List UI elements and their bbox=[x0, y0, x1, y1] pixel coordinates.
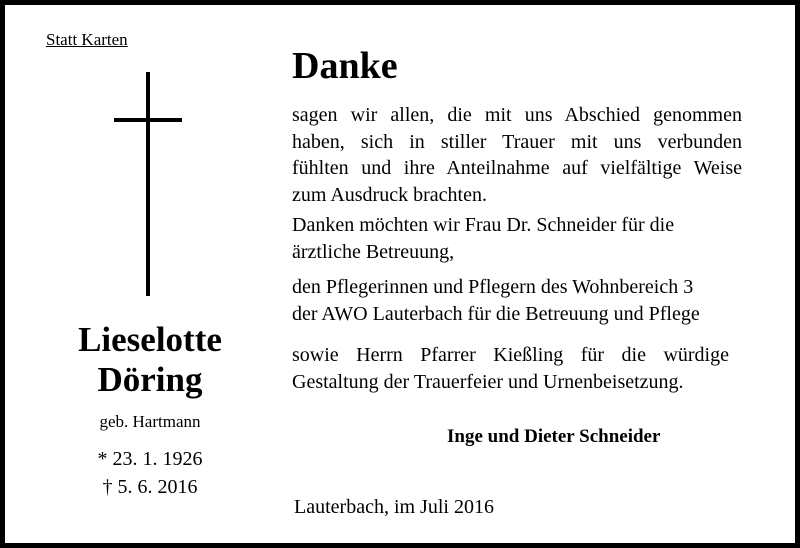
death-date: † 5. 6. 2016 bbox=[102, 476, 198, 498]
text-line: sagen wir allen, die mit uns Abschied genommen bbox=[292, 104, 742, 126]
deceased-first-name: Lieselotte bbox=[78, 320, 222, 359]
text-line: haben, sich in stiller Trauer mit uns verbunden bbox=[292, 130, 742, 153]
text-line: fühlten und ihre Anteilnahme auf vielfältige Weise bbox=[292, 157, 742, 179]
cross-vertical-bar bbox=[146, 72, 150, 296]
text-line: ärztliche Betreuung, bbox=[292, 240, 455, 263]
text-line: den Pflegerinnen und Pflegern des Wohnbereich 3 bbox=[292, 276, 694, 298]
signature: Inge und Dieter Schneider bbox=[447, 426, 661, 447]
text-line: Danken möchten wir Frau Dr. Schneider für die bbox=[292, 214, 675, 236]
text-line: zum Ausdruck brachten. bbox=[292, 183, 487, 206]
thanks-paragraph-3 bbox=[292, 274, 700, 327]
text-line: sowie Herrn Pfarrer Kießling für die würdige bbox=[292, 344, 729, 366]
thanks-paragraph-2 bbox=[292, 212, 674, 265]
deceased-maiden-name: geb. Hartmann bbox=[99, 412, 201, 431]
statt-karten-label: Statt Karten bbox=[46, 30, 128, 49]
text-line: Gestaltung der Trauerfeier und Urnenbeisetzung. bbox=[292, 370, 684, 393]
deceased-last-name: Döring bbox=[97, 360, 203, 399]
thanks-paragraph-1 bbox=[292, 102, 742, 208]
place-and-date: Lauterbach, im Juli 2016 bbox=[294, 496, 494, 518]
birth-date: * 23. 1. 1926 bbox=[97, 448, 203, 470]
thanks-paragraph-4 bbox=[292, 342, 729, 395]
cross-horizontal-bar bbox=[114, 118, 182, 122]
text-line: der AWO Lauterbach für die Betreuung und Pflege bbox=[292, 302, 700, 325]
notice-title: Danke bbox=[292, 45, 398, 87]
